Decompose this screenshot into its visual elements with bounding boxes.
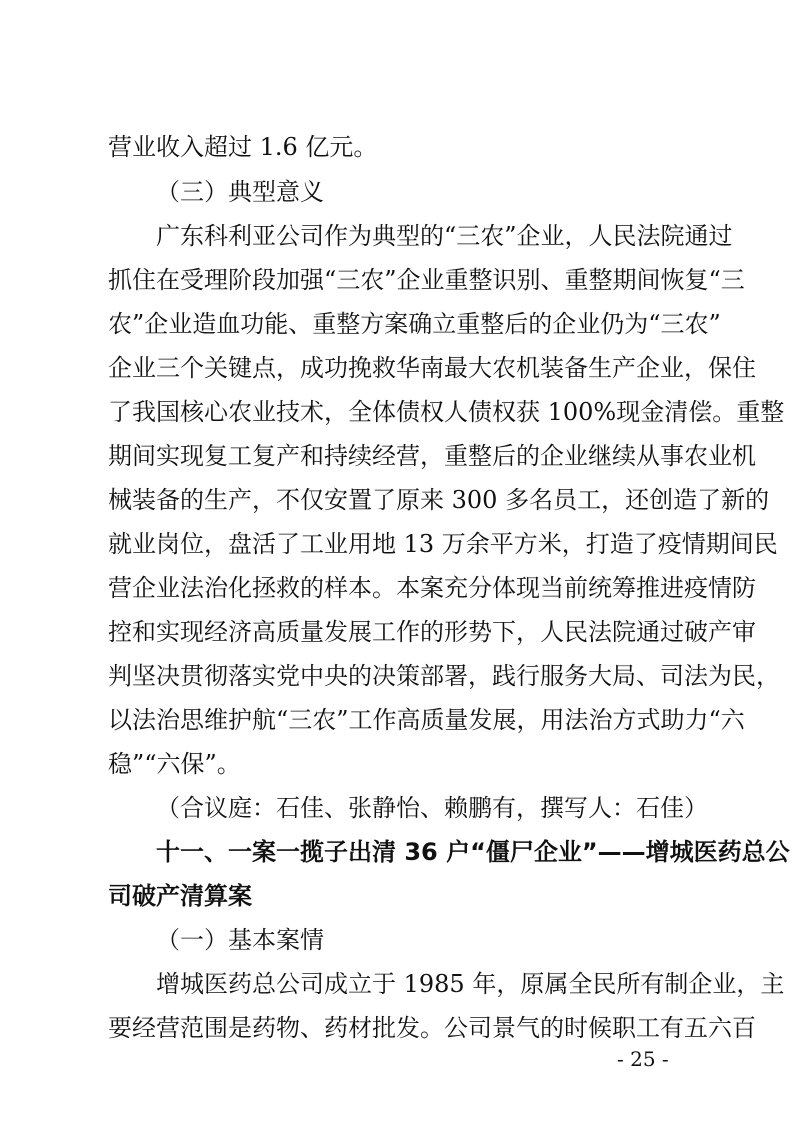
paragraph-line: 抓住在受理阶段加强“三农”企业重整识别、重整期间恢复“三 [108,266,745,294]
paragraph-line: 广东科利亚公司作为典型的“三农”企业，人民法院通过 [156,222,733,250]
paragraph-line: 营业收入超过 1.6 亿元。 [108,133,378,161]
section-heading-typical-significance: （三）典型意义 [156,178,324,206]
paragraph-line: 控和实现经济高质量发展工作的形势下，人民法院通过破产审 [108,618,756,646]
collegiate-panel-credit: （合议庭：石佳、张静怡、赖鹏有，撰写人：石佳） [156,794,708,822]
paragraph-line: 就业岗位，盘活了工业用地 13 万余平方米，打造了疫情期间民 [108,530,778,558]
section-heading-basic-facts: （一）基本案情 [156,926,324,954]
paragraph-line: 了我国核心农业技术，全体债权人债权获 100%现金清偿。重整 [108,398,785,426]
case-title-line: 司破产清算案 [108,882,252,910]
paragraph-line: 农”企业造血功能、重整方案确立重整后的企业仍为“三农” [108,310,721,338]
paragraph-line: 增城医药总公司成立于 1985 年，原属全民所有制企业，主 [156,970,785,998]
paragraph-line: 稳”“六保”。 [108,750,241,778]
paragraph-line: 判坚决贯彻落实党中央的决策部署，践行服务大局、司法为民， [108,662,780,690]
paragraph-line: 期间实现复工复产和持续经营，重整后的企业继续从事农业机 [108,442,756,470]
page-number: - 25 - [617,1047,669,1071]
paragraph-line: 械装备的生产，不仅安置了原来 300 多名员工，还创造了新的 [108,486,770,514]
paragraph-line: 企业三个关键点，成功挽救华南最大农机装备生产企业，保住 [108,354,756,382]
paragraph-line: 要经营范围是药物、药材批发。公司景气的时候职工有五六百 [108,1014,756,1042]
case-title-line: 十一、一案一揽子出清 36 户“僵尸企业”——增城医药总公 [156,838,790,866]
paragraph-line: 以法治思维护航“三农”工作高质量发展，用法治方式助力“六 [108,706,745,734]
paragraph-line: 营企业法治化拯救的样本。本案充分体现当前统筹推进疫情防 [108,574,756,602]
